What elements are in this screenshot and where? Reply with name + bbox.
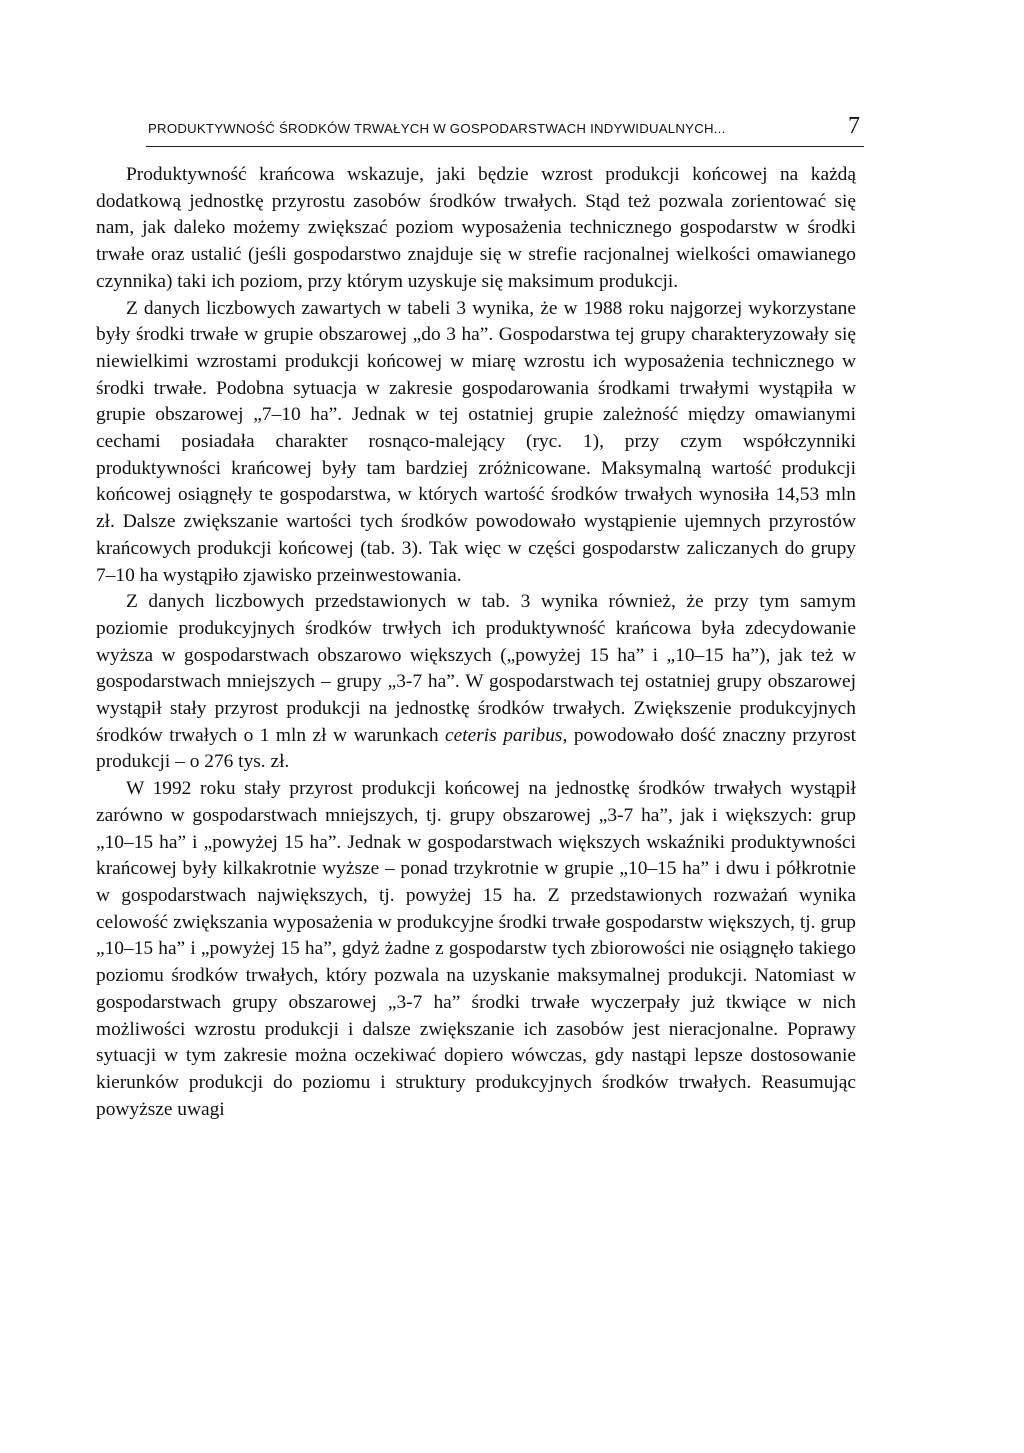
italic-phrase: ceteris paribus, (445, 724, 568, 746)
paragraph-4: W 1992 roku stały przyrost produkcji końcowej na jednostkę środków trwałych wystąpił zarówno w gospodarstwach mniejszych, tj. grupy obszarowej „3-7 ha”, jak i większych: grup „10–15 ha” i „powyżej 15 ha”. Jednak w gospodarstwach większych wskaźniki produktywności krańcowej były kilkakrotnie wyższe – ponad trzykrotnie w grupie „10–15 ha” i dwu i półkrotnie w gospodarstwach największych, tj. powyżej 15 ha. Z przedstawionych rozważań wynika celowość zwiększania wyposażenia w produkcyjne środki trwałe gospodarstw większych, tj. grup „10–15 ha” i „powyżej 15 ha”, gdyż żadne z gospodarstw tych zbiorowości nie osiągnęło takiego poziomu środków trwałych, który pozwala na uzyskanie maksymalnej produkcji. Natomiast w gospodarstwach grupy obszarowej „3-7 ha” środki trwałe wyczerpały już tkwiące w nich możliwości wzrostu produkcji i dalsze zwiększanie ich zasobów jest nieracjonalne. Poprawy sytuacji w tym zakresie można oczekiwać dopiero wówczas, gdy nastąpi lepsze dostosowanie kierunków produkcji do poziomu i struktury produkcyjnych środków trwałych. Reasumując powyższe uwagi (96, 778, 856, 1120)
running-header (146, 112, 864, 147)
paragraph-3 (96, 589, 856, 776)
running-title: PRODUKTYWNOŚĆ ŚRODKÓW TRWAŁYCH W GOSPODARSTWACH INDYWIDUALNYCH... (148, 121, 726, 136)
paragraph-3-text-after: powodowało dość znaczny przyrost produkcji – o 276 tys. zł. (96, 724, 856, 773)
page-number: 7 (848, 113, 860, 139)
paragraph-3-text: Z danych liczbowych przedstawionych w tab. 3 wynika również, że przy tym samym poziomie produkcyjnych środków trwłych ich produktywność krańcowa była zdecydowanie wyższa w gospodarstwach obszarowo większych („powyżej 15 ha” i „10–15 ha”), jak też w gospodarstwach mniejszych – grupy „3-7 ha”. W gospodarstwach tej ostatniej grupy obszarowej wystąpił stały przyrost produkcji na jednostkę środków trwałych. Zwiększenie produkcyjnych środków trwałych o 1 mln zł w warunkach (96, 591, 856, 746)
paragraph-2: Z danych liczbowych zawartych w tabeli 3 wynika, że w 1988 roku najgorzej wykorzystane były środki trwałe w grupie obszarowej „do 3 ha”. Gospodarstwa tej grupy charakteryzowały się niewielkimi wzrostami produkcji końcowej w miarę wzrostu ich wyposażenia technicznego w środki trwałe. Podobna sytuacja w zakresie gospodarowania środkami trwałymi wystąpiła w grupie obszarowej „7–10 ha”. Jednak w tej ostatniej grupie zależność między omawianymi cechami posiadała charakter rosnąco-malejący (ryc. 1), przy czym współczynniki produktywności krańcowej były tam bardziej zróżnicowane. Maksymalną wartość produkcji końcowej osiągnęły te gospodarstwa, w których wartość środków trwałych wynosiła 14,53 mln zł. Dalsze zwiększanie wartości tych środków powodowało wystąpienie ujemnych przyrostów krańcowych produkcji końcowej (tab. 3). Tak więc w części gospodarstw zaliczanych do grupy 7–10 ha wystąpiło zjawisko przeinwestowania. (96, 297, 856, 586)
body-text (96, 162, 856, 1123)
paragraph-1: Produktywność krańcowa wskazuje, jaki będzie wzrost produkcji końcowej na każdą dodatkową jednostkę przyrostu zasobów środków trwałych. Stąd też pozwala zorientować się nam, jak daleko możemy zwiększać poziom wyposażenia technicznego gospodarstw w środki trwałe oraz ustalić (jeśli gospodarstwo znajduje się w strefie racjonalnej wielkości omawianego czynnika) taki ich poziom, przy którym uzyskuje się maksimum produkcji. (96, 164, 856, 292)
